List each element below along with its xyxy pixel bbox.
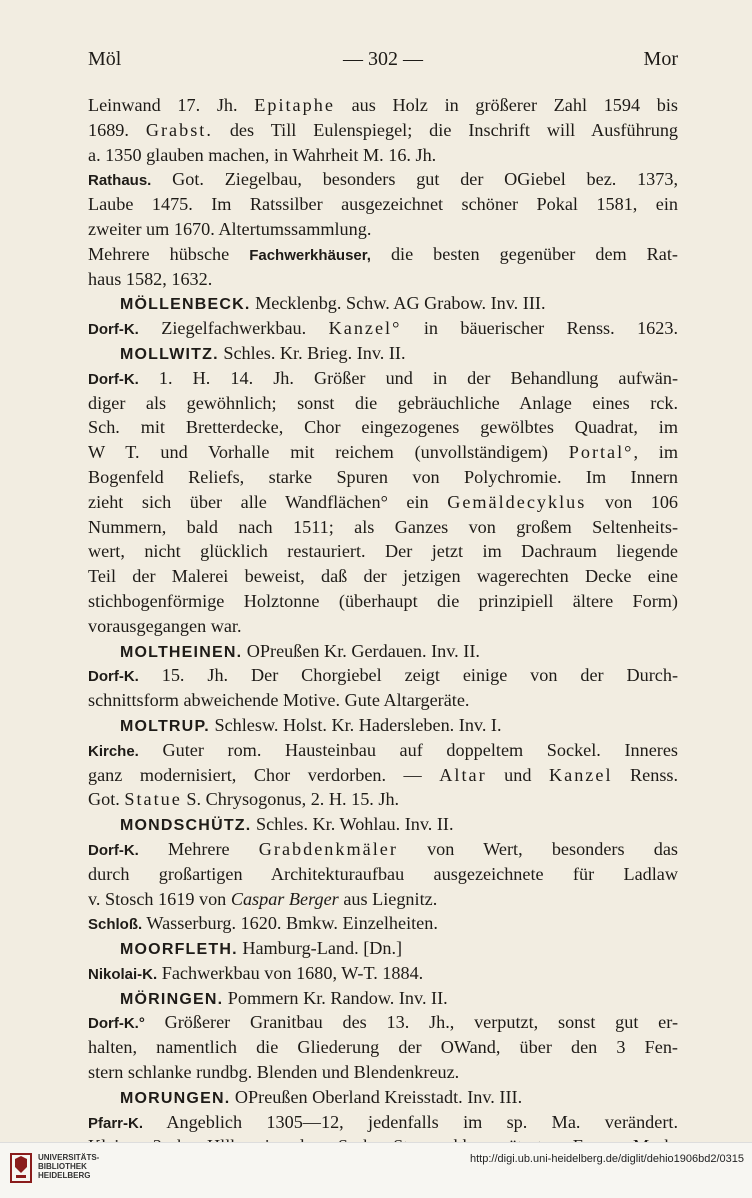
text-segment: Leinwand 17. Jh. xyxy=(88,95,255,115)
text-line xyxy=(88,490,678,515)
text-segment: stern schlanke rundbg. Blenden und Blendenkreuz. xyxy=(88,1062,460,1083)
text-line xyxy=(88,589,678,614)
text-line xyxy=(88,1060,678,1085)
text-segment: Altar xyxy=(439,764,487,785)
text-line xyxy=(88,763,678,788)
text-segment: Guter rom. Hausteinbau auf doppeltem Sockel. Inneres xyxy=(138,739,678,760)
permalink-url[interactable]: http://digi.ub.uni-heidelberg.de/diglit/dehio1906bd2/0315 xyxy=(470,1153,744,1165)
text-line xyxy=(88,1035,678,1060)
text-segment: Angeblich 1305—12, jedenfalls im sp. Ma. verändert. xyxy=(143,1111,678,1132)
text-segment: diger als gewöhnlich; sonst die gebräuchliche Anlage eines rck. xyxy=(88,392,678,413)
text-segment: Hamburg-Land. [Dn.] xyxy=(237,938,403,959)
text-line xyxy=(88,961,678,986)
text-line xyxy=(88,887,678,912)
entry-label: Pfarr-K. xyxy=(88,1114,144,1132)
text-segment: Fachwerkbau von 1680, W-T. 1884. xyxy=(157,962,424,983)
text-line xyxy=(88,539,678,564)
text-segment: Grabdenkmäler xyxy=(258,838,398,859)
text-segment: Mecklenbg. Schw. AG Grabow. Inv. III. xyxy=(250,293,546,314)
text-segment: Sch. mit Bretterdecke, Chor eingezogenes gewölbtes Quadrat, im xyxy=(88,417,678,438)
text-segment: die besten gegenüber dem Rat- xyxy=(370,243,678,264)
running-header xyxy=(88,48,678,78)
text-segment: v. Stosch 1619 von xyxy=(88,888,231,909)
text-segment: zieht sich über alle Wandflächen° ein xyxy=(88,491,448,512)
text-segment: von 106 xyxy=(586,491,678,512)
text-line xyxy=(88,564,678,589)
footer-bar xyxy=(0,1142,752,1198)
text-line xyxy=(88,415,678,440)
text-line xyxy=(88,291,678,316)
text-segment: schnittsform abweichende Motive. Gute Altargeräte. xyxy=(88,690,470,711)
text-segment: Ziegelfachwerkbau. xyxy=(138,318,329,339)
entry-heading: MOORFLETH. xyxy=(120,941,238,959)
entry-heading: MOLLWITZ. xyxy=(120,345,219,363)
text-segment: Größerer Granitbau des 13. Jh., verputzt, sonst gut er- xyxy=(144,1012,678,1033)
text-line xyxy=(88,267,678,292)
text-segment: Laube 1475. Im Ratssilber ausgezeichnet schöner Pokal 1581, ein xyxy=(88,194,678,215)
entry-label: Dorf-K. xyxy=(88,668,139,686)
entry-label: Rathaus. xyxy=(88,172,152,190)
text-line xyxy=(88,167,678,192)
entry-heading: MÖRINGEN. xyxy=(120,990,224,1008)
text-line xyxy=(88,341,678,366)
text-segment: haus 1582, 1632. xyxy=(88,268,213,289)
text-segment: Got. xyxy=(88,789,125,810)
text-segment: des Till Eulenspiegel; die Inschrift will Ausführung xyxy=(212,119,678,140)
entry-label: Fachwerkhäuser, xyxy=(249,246,371,264)
text-segment: halten, namentlich die Gliederung der OWand, über den 3 Fen- xyxy=(88,1037,678,1058)
entry-label: Dorf-K. xyxy=(88,370,139,388)
text-segment: Grabst. xyxy=(145,119,213,140)
text-segment: Pommern Kr. Randow. Inv. II. xyxy=(223,987,448,1008)
text-segment: Schles. Kr. Wohlau. Inv. II. xyxy=(251,814,454,835)
text-segment: Wasserburg. 1620. Bmkw. Einzelheiten. xyxy=(142,913,438,934)
text-segment: 15. Jh. Der Chorgiebel zeigt einige von der Durch- xyxy=(138,665,678,686)
text-segment: aus Holz in größerer Zahl 1594 bis xyxy=(334,95,678,115)
text-segment: Portal° xyxy=(568,442,634,463)
text-segment: Kanzel° xyxy=(328,318,402,339)
text-segment: Schles. Kr. Brieg. Inv. II. xyxy=(218,342,406,363)
text-segment: aus Liegnitz. xyxy=(338,888,438,909)
header-right: Mor xyxy=(643,48,678,70)
text-segment: 1689. xyxy=(88,119,146,140)
entry-label: Dorf-K. xyxy=(88,841,139,859)
entry-label: Dorf-K. xyxy=(88,321,139,339)
text-segment: ganz modernisiert, Chor verdorben. — xyxy=(88,764,440,785)
text-segment: von Wert, besonders das xyxy=(397,838,678,859)
text-segment: vorausgegangen war. xyxy=(88,615,242,636)
text-line xyxy=(88,515,678,540)
entry-label: Schloß. xyxy=(88,916,143,934)
text-segment: wert, nicht glücklich restauriert. Der jetzt im Dachraum liegende xyxy=(88,541,678,562)
text-line xyxy=(88,663,678,688)
text-segment: Epitaphe xyxy=(254,95,335,115)
entry-heading: MÖLLENBECK. xyxy=(120,296,251,314)
text-segment: Mehrere hübsche xyxy=(88,243,250,264)
text-segment: W T. und Vorhalle mit reichem (unvollständigem) xyxy=(88,442,569,463)
text-segment: Kanzel xyxy=(549,764,613,785)
text-segment: , im xyxy=(633,442,678,463)
library-logo-icon xyxy=(10,1153,32,1183)
text-segment: a. 1350 glauben machen, in Wahrheit M. 16. Jh. xyxy=(88,144,437,165)
text-line xyxy=(88,440,678,465)
text-segment: Schlesw. Holst. Kr. Hadersleben. Inv. I. xyxy=(209,714,502,735)
entry-heading: MOLTHEINEN. xyxy=(120,643,243,661)
text-body xyxy=(88,93,678,1159)
text-line xyxy=(88,1010,678,1035)
text-line xyxy=(88,366,678,391)
text-line xyxy=(88,812,678,837)
text-segment: und xyxy=(486,764,549,785)
entry-label: Dorf-K.° xyxy=(88,1015,145,1033)
text-segment: Bogenfeld Reliefs, starke Spuren von Polychromie. Im Innern xyxy=(88,466,678,487)
text-segment: Renss. xyxy=(612,764,678,785)
text-line xyxy=(88,688,678,713)
text-segment: OPreußen Kr. Gerdauen. Inv. II. xyxy=(242,640,480,661)
text-line xyxy=(88,465,678,490)
text-line xyxy=(88,614,678,639)
text-line xyxy=(88,93,678,118)
text-line xyxy=(88,738,678,763)
text-segment: OPreußen Oberland Kreisstadt. Inv. III. xyxy=(230,1086,523,1107)
text-segment: Got. Ziegelbau, besonders gut der OGiebel bez. 1373, xyxy=(151,169,678,190)
text-line xyxy=(88,936,678,961)
text-segment: Caspar Berger xyxy=(230,888,339,909)
entry-label: Nikolai-K. xyxy=(88,965,158,983)
text-line xyxy=(88,118,678,143)
text-line xyxy=(88,1110,678,1135)
entry-heading: MONDSCHÜTZ. xyxy=(120,817,252,835)
text-line xyxy=(88,639,678,664)
text-line xyxy=(88,192,678,217)
text-segment: Teil der Malerei beweist, daß der jetzigen wagerechten Decke eine xyxy=(88,566,678,587)
text-line xyxy=(88,986,678,1011)
text-segment: stichbogenförmige Holztonne (überhaupt die prinzipiell ältere Form) xyxy=(88,590,678,611)
text-line xyxy=(88,391,678,416)
text-line xyxy=(88,1085,678,1110)
text-line xyxy=(88,837,678,862)
entry-label: Kirche. xyxy=(88,742,139,760)
entry-heading: MORUNGEN. xyxy=(120,1089,231,1107)
page-number: — 302 — xyxy=(343,48,423,70)
text-segment: Nummern, bald nach 1511; als Ganzes von großem Seltenheits- xyxy=(88,516,678,537)
text-line xyxy=(88,787,678,812)
text-line xyxy=(88,143,678,168)
text-segment: durch großartigen Architekturaufbau ausgezeichnete für Ladlaw xyxy=(88,863,678,884)
text-segment: Mehrere xyxy=(138,838,259,859)
text-segment: zweiter um 1670. Altertumssammlung. xyxy=(88,218,372,239)
text-line xyxy=(88,911,678,936)
text-segment: Statue xyxy=(124,789,182,810)
text-segment: in bäuerischer Renss. 1623. xyxy=(401,318,678,339)
text-line xyxy=(88,862,678,887)
text-line xyxy=(88,316,678,341)
library-name: UNIVERSITÄTS- BIBLIOTHEK HEIDELBERG xyxy=(38,1153,100,1180)
text-line xyxy=(88,217,678,242)
entry-heading: MOLTRUP. xyxy=(120,717,210,735)
text-segment: 1. H. 14. Jh. Größer und in der Behandlung aufwän- xyxy=(138,367,678,388)
text-line xyxy=(88,713,678,738)
text-segment: S. Chrysogonus, 2. H. 15. Jh. xyxy=(181,789,400,810)
text-line xyxy=(88,242,678,267)
text-segment: Gemäldecyklus xyxy=(447,491,587,512)
header-left: Möl xyxy=(88,48,122,70)
